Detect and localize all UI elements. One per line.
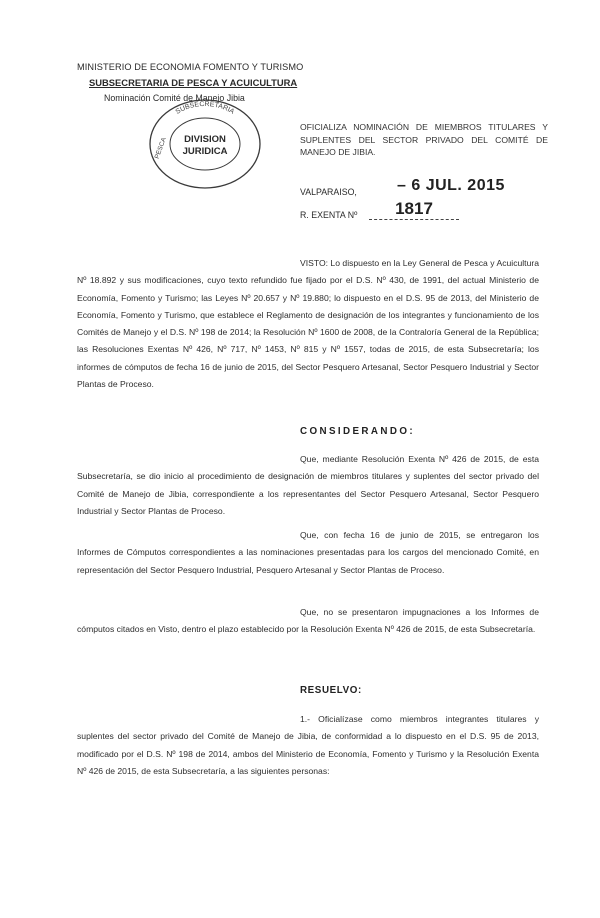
resolution-number-label: R. EXENTA Nº	[300, 210, 358, 220]
resuelvo-heading: RESUELVO:	[300, 685, 362, 696]
resuelvo-item-1: 1.- Oficialízase como miembros integrantes titulares y suplentes del sector privado del Comité de Manejo de Jibia, de conformidad a lo dispuesto en el D.S. 95 de 2013, modificado por el D.S. Nº 198 de 2014, ambos del Ministerio de Economía, Fomento y Turismo y la Resolución Exenta Nº 426 de 2015, de esta Subsecretaría, a las siguientes personas:	[77, 714, 539, 776]
stamp-side-text: PESCA	[153, 136, 168, 160]
considerando-paragraph-3: Que, no se presentaron impugnaciones a los Informes de cómputos citados en Visto, dentro el plazo establecido por la Resolución Exenta Nº 426 de 2015, de esta Subsecretaría.	[77, 607, 539, 635]
considerando-heading: CONSIDERANDO:	[300, 426, 416, 437]
considerando-paragraph-2: Que, con fecha 16 de junio de 2015, se entregaron los Informes de Cómputos correspondientes a las nominaciones presentadas para los cargos del mencionado Comité, en representación del Sector Pesquero Industrial, Pesquero Artesanal y Sector Plantas de Proceso.	[77, 530, 539, 575]
place-label: VALPARAISO,	[300, 187, 357, 197]
resolution-subject: OFICIALIZA NOMINACIÓN DE MIEMBROS TITULARES Y SUPLENTES DEL SECTOR PRIVADO DEL COMITÉ DE MANEJO DE JIBIA.	[300, 122, 548, 157]
division-juridica-stamp	[146, 98, 264, 190]
visto-paragraph: VISTO: Lo dispuesto en la Ley General de Pesca y Acuicultura Nº 18.892 y sus modificaciones, cuyo texto refundido fue fijado por el D.S. Nº 430, de 1991, del actual Ministerio de Economía, Fomento y Turismo; las Leyes Nº 20.657 y Nº 19.880; lo dispuesto en el D.S. 95 de 2013, del Ministerio de Economía, Fomento y Turismo, que establece el Reglamento de designación de los integrantes y funcionamiento de los Comités de Manejo y el D.S. Nº 198 de 2014; la Resolución Nº 1600 de 2008, de la Contraloría General de la República; las Resoluciones Exentas Nº 426, Nº 717, Nº 1453, Nº 815 y Nº 1557, todas de 2015, de esta Subsecretaría; los informes de cómputos de fecha 16 de junio de 2015, del Sector Pesquero Artesanal, Sector Pesquero Industrial y Sector Plantas de Proceso.	[77, 258, 539, 390]
committee-header: Nominación Comité de Manejo Jibia	[104, 93, 245, 103]
resolution-number: 1817	[369, 199, 459, 220]
ministry-header: MINISTERIO DE ECONOMIA FOMENTO Y TURISMO	[77, 62, 304, 72]
subsecretaria-header: SUBSECRETARIA DE PESCA Y ACUICULTURA	[89, 77, 298, 88]
resolution-date: – 6 JUL. 2015	[397, 177, 505, 194]
stamp-outer-text: SUBSECRETARIA	[174, 100, 236, 116]
stamp-juridica-text: JURIDICA	[182, 146, 228, 157]
considerando-paragraph-1: Que, mediante Resolución Exenta Nº 426 de 2015, de esta Subsecretaría, se dio inicio al procedimiento de designación de miembros titulares y suplentes del sector privado del Comité de Manejo de Jibia, correspondiente a los representantes del Sector Pesquero Artesanal, Sector Pesquero Industrial y Sector Plantas de Proceso.	[77, 454, 539, 516]
stamp-division-text: DIVISION	[184, 134, 226, 145]
